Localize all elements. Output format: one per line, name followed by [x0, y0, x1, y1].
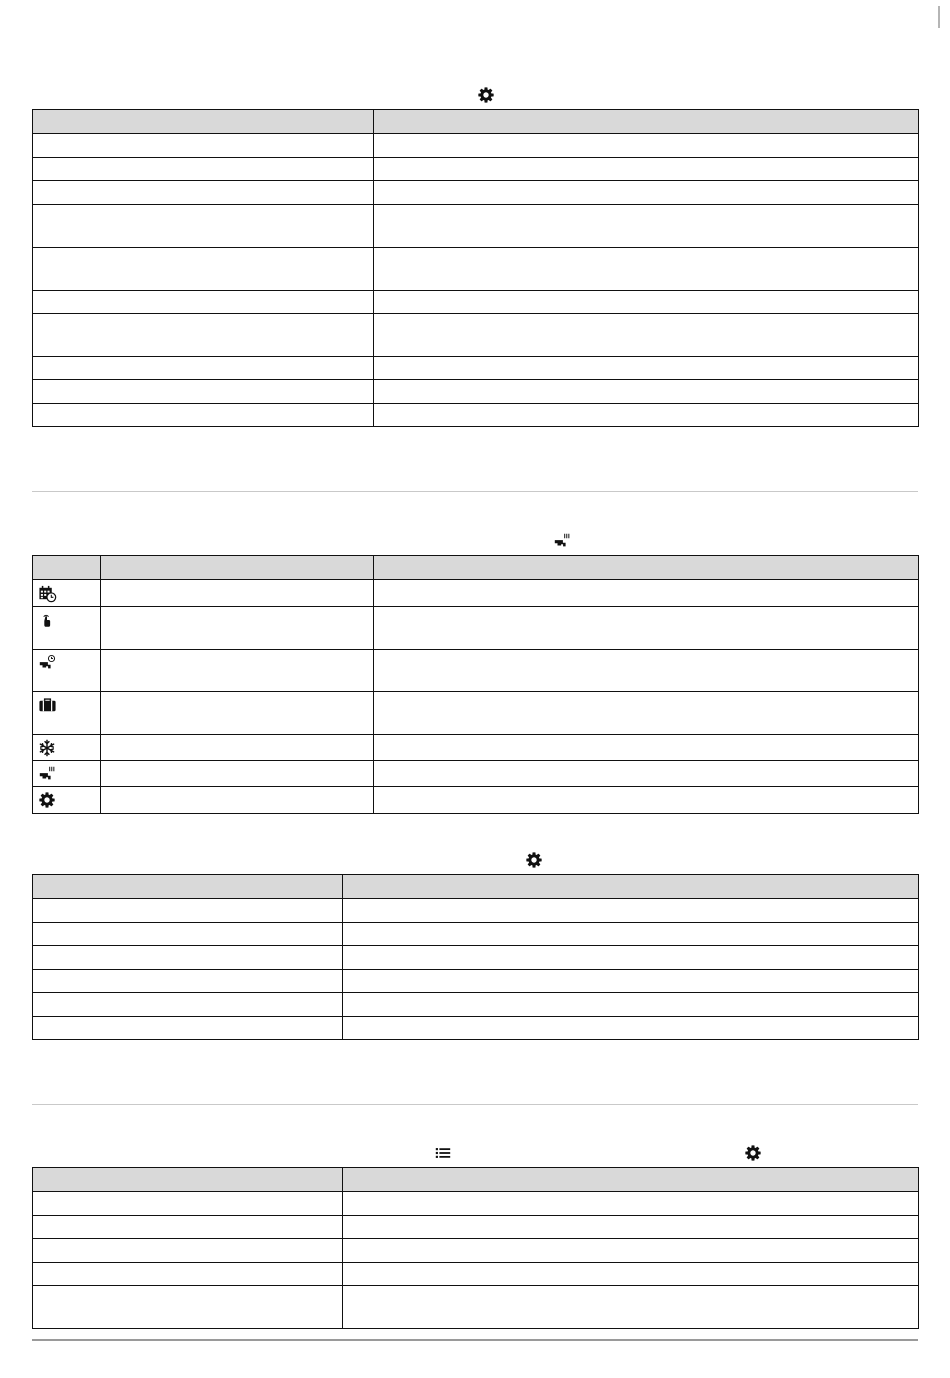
- table-cell: [343, 993, 919, 1017]
- hot-water-tap-icon: [552, 531, 572, 551]
- table-cell: [374, 291, 919, 314]
- table-row: [33, 1239, 919, 1263]
- table-cell: [343, 1286, 919, 1329]
- section-divider: [32, 491, 918, 492]
- gear-icon: [38, 791, 100, 809]
- table-row: [33, 404, 919, 427]
- table-cell: [101, 650, 374, 692]
- table-cell: [343, 1017, 919, 1040]
- table-row: [33, 970, 919, 993]
- icon-cell: [33, 692, 101, 735]
- page-bottom-rule: [32, 1339, 918, 1341]
- table-cell: [33, 1263, 343, 1286]
- table4-caption: [32, 1143, 918, 1163]
- table-row: [33, 650, 919, 692]
- calendar-clock-icon: [38, 584, 100, 603]
- gear-icon: [476, 85, 496, 105]
- table-cell: [33, 993, 343, 1017]
- table-cell: [374, 205, 919, 248]
- table-row: [33, 923, 919, 946]
- table-cell: [343, 946, 919, 970]
- table-cell: [374, 761, 919, 787]
- table1-header-cell: [374, 110, 919, 134]
- table-cell: [33, 1017, 343, 1040]
- suitcase-icon: [38, 696, 100, 715]
- table-row: [33, 1286, 919, 1329]
- table-cell: [101, 607, 374, 650]
- table-row: [33, 946, 919, 970]
- table-cell: [374, 181, 919, 205]
- table-cell: [33, 1192, 343, 1216]
- table-row: [33, 787, 919, 814]
- table-cell: [33, 357, 374, 380]
- snowflake-icon: [38, 739, 100, 757]
- table3-header-cell: [33, 875, 343, 899]
- table-cell: [33, 1216, 343, 1239]
- table2-header-cell: [374, 556, 919, 580]
- table-row: [33, 1263, 919, 1286]
- table-cell: [374, 607, 919, 650]
- table-cell: [101, 692, 374, 735]
- table4-header-cell: [33, 1168, 343, 1192]
- table-cell: [374, 314, 919, 357]
- table-row: [33, 291, 919, 314]
- table1: [32, 109, 919, 427]
- table3-header-row: [33, 875, 919, 899]
- table-cell: [374, 158, 919, 181]
- table-row: [33, 761, 919, 787]
- table1-caption: [32, 85, 918, 105]
- table-row: [33, 993, 919, 1017]
- table-row: [33, 181, 919, 205]
- hand-icon: [38, 611, 100, 629]
- table-cell: [343, 899, 919, 923]
- icon-cell: [33, 580, 101, 607]
- icon-cell: [33, 787, 101, 814]
- table3: [32, 874, 919, 1040]
- table-row: [33, 1017, 919, 1040]
- menu-list-icon: [433, 1143, 453, 1163]
- table-cell: [374, 380, 919, 404]
- table-cell: [33, 970, 343, 993]
- table2-caption: [32, 531, 918, 551]
- table3-header-cell: [343, 875, 919, 899]
- table-cell: [33, 248, 374, 291]
- table-row: [33, 580, 919, 607]
- table-cell: [343, 1216, 919, 1239]
- table-cell: [374, 692, 919, 735]
- table-cell: [374, 735, 919, 761]
- table-cell: [33, 923, 343, 946]
- table1-header-cell: [33, 110, 374, 134]
- table-row: [33, 380, 919, 404]
- table-cell: [101, 580, 374, 607]
- table1-header-row: [33, 110, 919, 134]
- hot-water-clock-icon: [38, 654, 100, 672]
- table-cell: [33, 899, 343, 923]
- table-cell: [33, 158, 374, 181]
- table-cell: [33, 181, 374, 205]
- table-row: [33, 692, 919, 735]
- gear-icon: [524, 850, 544, 870]
- table-cell: [101, 761, 374, 787]
- table-cell: [343, 923, 919, 946]
- icon-cell: [33, 607, 101, 650]
- table-cell: [33, 1239, 343, 1263]
- table-row: [33, 899, 919, 923]
- section-divider: [32, 1104, 918, 1105]
- table3-caption: [32, 850, 918, 870]
- table-cell: [374, 134, 919, 158]
- table-cell: [33, 205, 374, 248]
- table-cell: [33, 314, 374, 357]
- table-cell: [374, 248, 919, 291]
- table-row: [33, 607, 919, 650]
- table-cell: [343, 1192, 919, 1216]
- table-row: [33, 205, 919, 248]
- icon-cell: [33, 735, 101, 761]
- table-cell: [33, 946, 343, 970]
- table-cell: [33, 380, 374, 404]
- icon-cell: [33, 761, 101, 787]
- table-cell: [374, 580, 919, 607]
- hot-water-tap-icon: [38, 765, 100, 783]
- table-row: [33, 1216, 919, 1239]
- table-row: [33, 357, 919, 380]
- table-row: [33, 735, 919, 761]
- gear-icon: [743, 1143, 763, 1163]
- table-row: [33, 248, 919, 291]
- table4-header-row: [33, 1168, 919, 1192]
- table2-header-cell: [101, 556, 374, 580]
- table-cell: [33, 404, 374, 427]
- table2: [32, 555, 919, 814]
- page-edge-mark: [938, 6, 940, 28]
- table4-header-cell: [343, 1168, 919, 1192]
- table-cell: [343, 1263, 919, 1286]
- table-cell: [33, 291, 374, 314]
- table2-header-cell: [33, 556, 101, 580]
- table-row: [33, 314, 919, 357]
- icon-cell: [33, 650, 101, 692]
- table-cell: [343, 970, 919, 993]
- table-row: [33, 1192, 919, 1216]
- table4: [32, 1167, 919, 1329]
- table-row: [33, 158, 919, 181]
- table-cell: [33, 134, 374, 158]
- table-cell: [33, 1286, 343, 1329]
- table-cell: [101, 735, 374, 761]
- table-cell: [343, 1239, 919, 1263]
- table-cell: [374, 404, 919, 427]
- table-cell: [374, 787, 919, 814]
- table-cell: [374, 650, 919, 692]
- table-cell: [101, 787, 374, 814]
- table-cell: [374, 357, 919, 380]
- table-row: [33, 134, 919, 158]
- table2-header-row: [33, 556, 919, 580]
